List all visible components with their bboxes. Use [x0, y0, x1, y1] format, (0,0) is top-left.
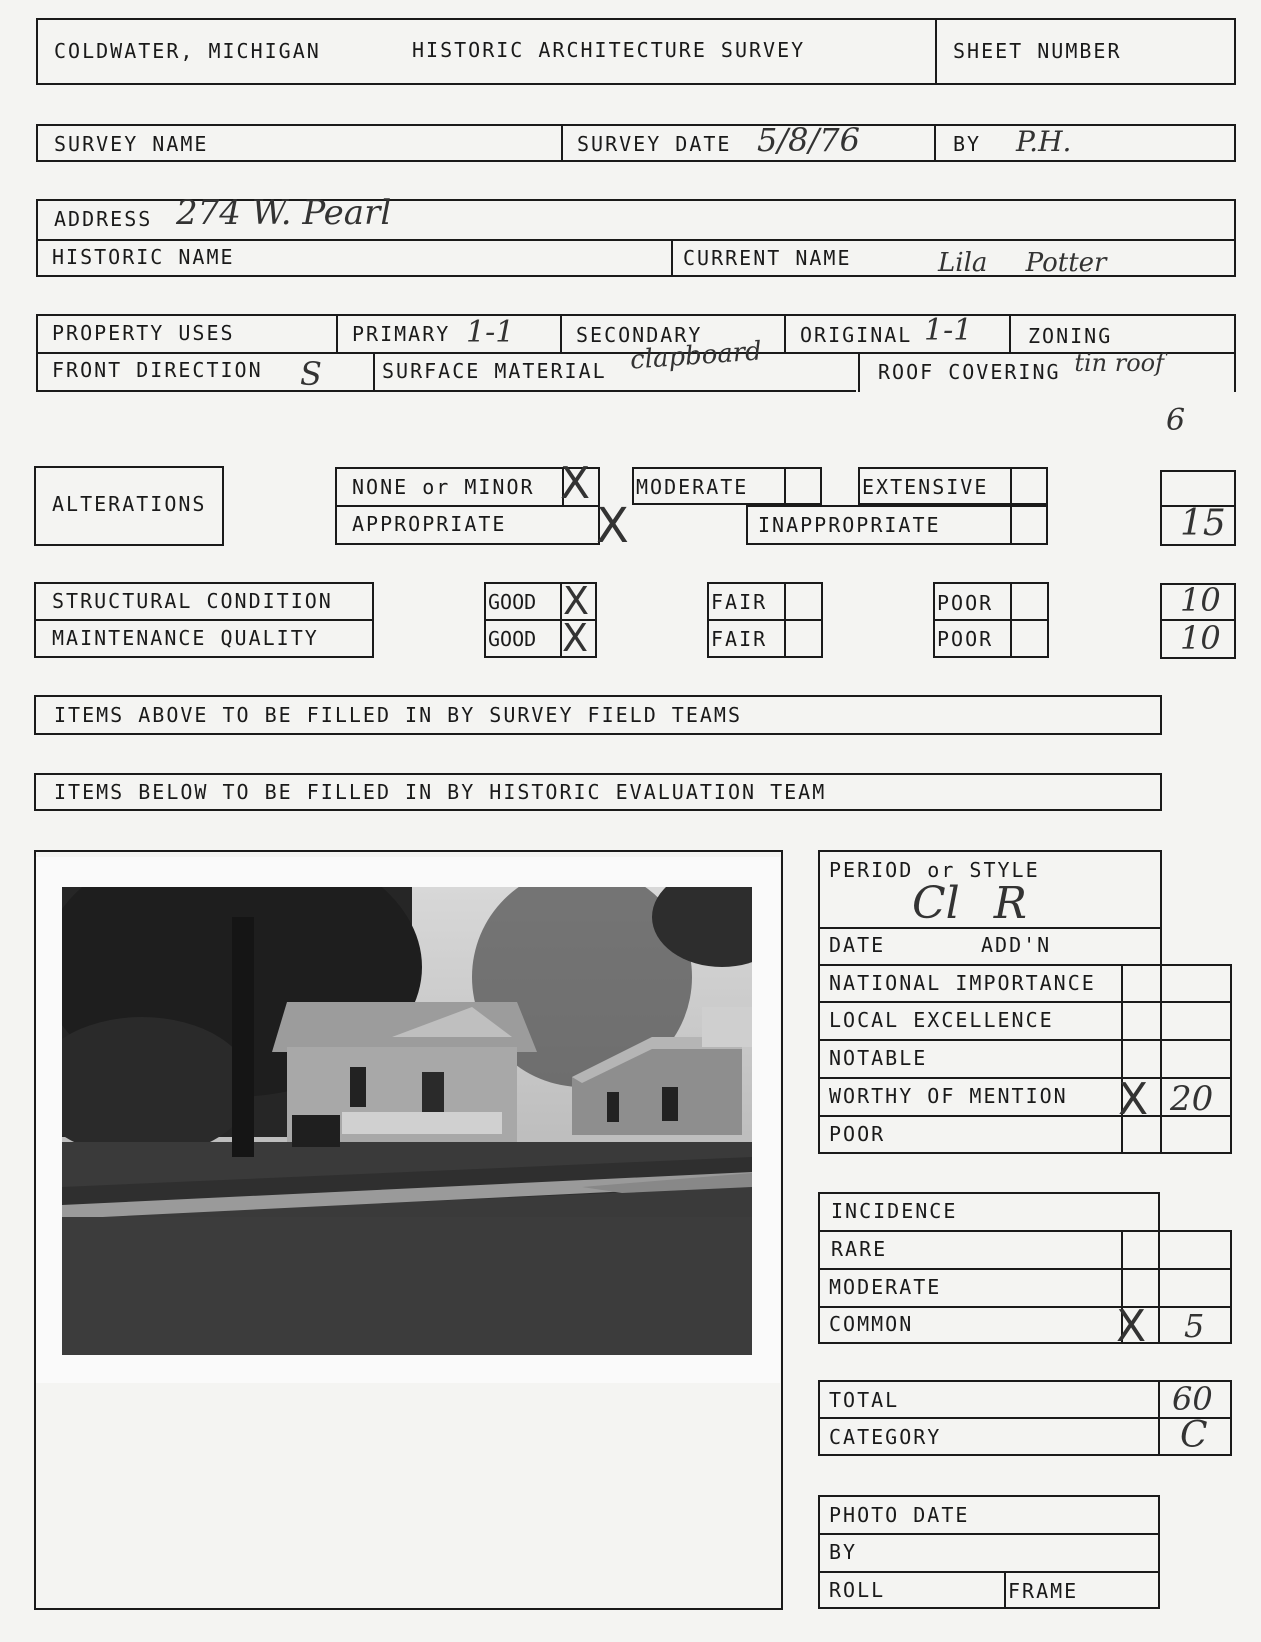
- roll-label: ROLL: [829, 1578, 886, 1602]
- none-minor-check: X: [560, 458, 591, 509]
- notable-label: NOTABLE: [829, 1046, 928, 1070]
- structural-condition-label: STRUCTURAL CONDITION: [52, 589, 333, 613]
- house-photo-image: [62, 887, 752, 1355]
- survey-by-value: P.H.: [1016, 125, 1072, 158]
- alterations-label: ALTERATIONS: [52, 492, 207, 516]
- roof-covering-value: tin roof: [1074, 349, 1164, 377]
- primary-label: PRIMARY: [352, 322, 451, 346]
- appropriate-label: APPROPRIATE: [352, 512, 507, 536]
- surface-material-label: SURFACE MATERIAL: [382, 359, 607, 383]
- rare-label: RARE: [831, 1237, 888, 1261]
- structural-score: 10: [1180, 581, 1221, 619]
- total-label: TOTAL: [829, 1388, 900, 1412]
- address-label: ADDRESS: [54, 207, 153, 231]
- maintenance-poor-label: POOR: [937, 627, 994, 651]
- period-style-label: PERIOD or STYLE: [829, 858, 1040, 882]
- roof-covering-label: ROOF COVERING: [878, 360, 1061, 384]
- worthy-check: X: [1118, 1074, 1149, 1125]
- eval-poor-label: POOR: [829, 1122, 886, 1146]
- structural-good-check: X: [563, 579, 590, 623]
- moderate-label: MODERATE: [636, 475, 749, 499]
- survey-name-label: SURVEY NAME: [54, 132, 209, 156]
- incidence-label: INCIDENCE: [831, 1199, 958, 1223]
- appropriate-check: X: [596, 498, 629, 554]
- maintenance-fair-label: FAIR: [711, 627, 768, 651]
- common-label: COMMON: [829, 1312, 914, 1336]
- secondary-label: SECONDARY: [576, 323, 703, 347]
- current-name-label: CURRENT NAME: [683, 246, 852, 270]
- original-label: ORIGINAL: [800, 323, 913, 347]
- original-value: 1-1: [924, 313, 973, 348]
- city-label: COLDWATER, MICHIGAN: [54, 39, 321, 63]
- frame-label: FRAME: [1008, 1579, 1079, 1603]
- front-direction-value: S: [300, 355, 322, 393]
- property-uses-label: PROPERTY USES: [52, 321, 235, 345]
- maintenance-good-check: X: [562, 616, 589, 660]
- alterations-score: 15: [1180, 503, 1226, 544]
- date-label: DATE: [829, 933, 886, 957]
- front-direction-label: FRONT DIRECTION: [52, 358, 263, 382]
- photo-date-label: PHOTO DATE: [829, 1503, 970, 1527]
- maintenance-quality-label: MAINTENANCE QUALITY: [52, 626, 319, 650]
- addn-label: ADD'N: [981, 933, 1052, 957]
- common-score: 5: [1184, 1307, 1205, 1345]
- none-minor-label: NONE or MINOR: [352, 475, 535, 499]
- worthy-score: 20: [1170, 1079, 1214, 1119]
- category-label: CATEGORY: [829, 1425, 942, 1449]
- extensive-label: EXTENSIVE: [862, 475, 989, 499]
- current-name-value: Lila Potter: [938, 248, 1107, 278]
- zoning-label: ZONING: [1028, 324, 1113, 348]
- sheet-number-label: SHEET NUMBER: [953, 39, 1122, 63]
- period-style-value: Cl R: [912, 878, 1027, 929]
- address-value: 274 W. Pearl: [176, 193, 392, 233]
- historic-name-label: HISTORIC NAME: [52, 245, 235, 269]
- structural-fair-label: FAIR: [711, 590, 768, 614]
- house-photograph: [62, 887, 752, 1355]
- inappropriate-label: INAPPROPRIATE: [758, 513, 941, 537]
- common-check: X: [1116, 1301, 1147, 1352]
- photo-by-label: BY: [829, 1540, 858, 1564]
- survey-date-value: 5/8/76: [757, 121, 860, 159]
- worthy-of-mention-label: WORTHY OF MENTION: [829, 1084, 1068, 1108]
- primary-value: 1-1: [466, 315, 515, 350]
- national-importance-label: NATIONAL IMPORTANCE: [829, 971, 1096, 995]
- maintenance-score: 10: [1180, 619, 1221, 657]
- local-excellence-label: LOCAL EXCELLENCE: [829, 1008, 1054, 1032]
- roof-extra-mark: 6: [1166, 403, 1186, 438]
- note-above: ITEMS ABOVE TO BE FILLED IN BY SURVEY FIELD TEAMS: [54, 703, 743, 727]
- note-below: ITEMS BELOW TO BE FILLED IN BY HISTORIC EVALUATION TEAM: [54, 780, 827, 804]
- incidence-moderate-label: MODERATE: [829, 1275, 942, 1299]
- surface-material-value: clapboard: [629, 336, 763, 376]
- structural-poor-label: POOR: [937, 591, 994, 615]
- form-title: HISTORIC ARCHITECTURE SURVEY: [412, 38, 806, 62]
- survey-by-label: BY: [953, 132, 982, 156]
- survey-date-label: SURVEY DATE: [577, 132, 732, 156]
- structural-good-label: GOOD: [488, 590, 537, 614]
- total-value: 60: [1172, 1380, 1213, 1418]
- category-value: C: [1180, 1415, 1208, 1456]
- maintenance-good-label: GOOD: [488, 627, 537, 651]
